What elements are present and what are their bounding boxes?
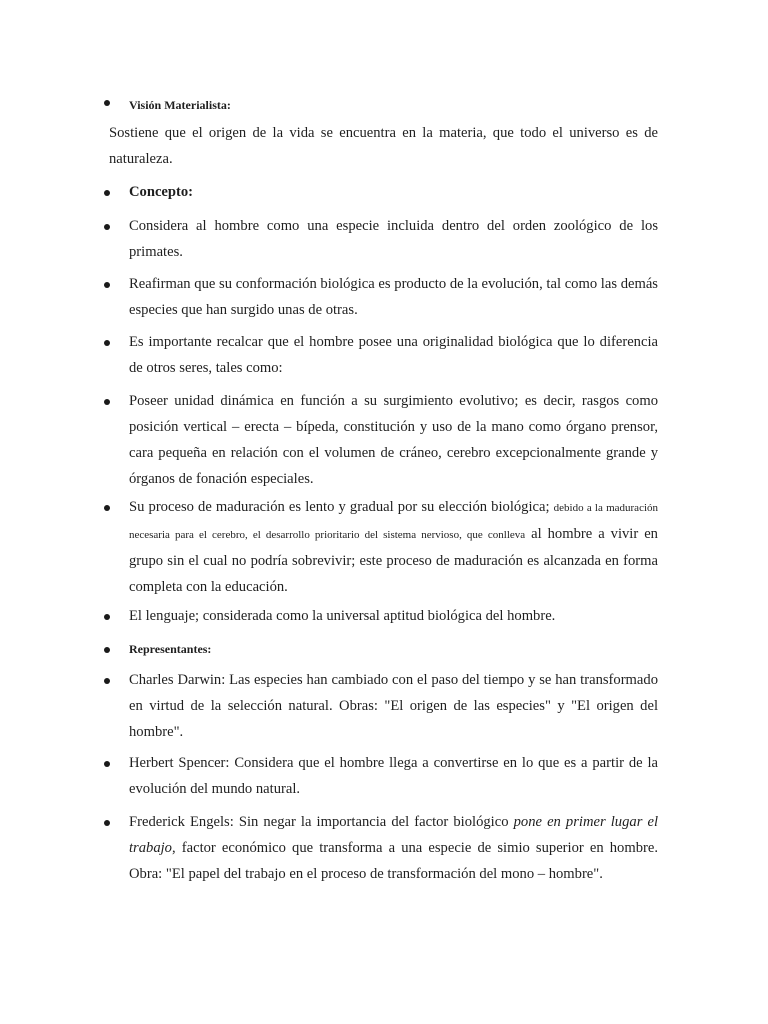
bullet-icon <box>104 190 110 196</box>
list-item-text: Considera al hombre como una especie incluida dentro del orden zoológico de los primates. <box>129 218 658 260</box>
list-item-text: Es importante recalcar que el hombre posee una originalidad biológica que lo diferencia de otros seres, tales como: <box>129 334 658 376</box>
bullet-icon <box>104 761 110 767</box>
list-item-text: Poseer unidad dinámica en función a su surgimiento evolutivo; es decir, rasgos como posición vertical – erecta – bípeda, constitución y uso de la mano como órgano prensor, cara pequeña en relación con el volumen de cráneo, cerebro excepcionalmente grande y órganos de fonación especiales. <box>129 393 658 487</box>
list-item-text-part: Frederick Engels: Sin negar la importancia del factor biológico <box>129 814 509 830</box>
section-heading: Visión Materialista: <box>129 98 231 112</box>
bullet-icon <box>104 340 110 346</box>
bullet-icon <box>104 224 110 230</box>
list-item-text: Reafirman que su conformación biológica es producto de la evolución, tal como las demás especies que han surgido unas de otras. <box>129 276 658 318</box>
list-item-text: El lenguaje; considerada como la universal aptitud biológica del hombre. <box>129 608 556 624</box>
bullet-icon <box>104 505 110 511</box>
bullet-icon <box>104 647 110 653</box>
list-item-text <box>129 494 658 600</box>
list-item-text-part: Su proceso de maduración es lento y gradual por su elección biológica; <box>129 499 550 515</box>
section-heading: Representantes: <box>129 642 212 656</box>
italic-text: pone en primer lugar el trabajo <box>129 814 658 856</box>
list-item-text-part: , factor económico que transforma a una especie de simio superior en hombre. Obra: "El papel del trabajo en el proceso de transformación del mono – hombre". <box>129 840 658 882</box>
bullet-icon <box>104 614 110 620</box>
list-item-text: Herbert Spencer: Considera que el hombre llega a convertirse en lo que es a partir de la evolución del mundo natural. <box>129 755 658 797</box>
list-item-text-part: al hombre a vivir en grupo sin el cual no podría sobrevivir; este proceso de maduración es alcanzada en forma completa con la educación. <box>129 526 658 595</box>
bullet-icon <box>104 820 110 826</box>
bullet-icon <box>104 399 110 405</box>
list-item-text: Charles Darwin: Las especies han cambiado con el paso del tiempo y se han transformado en virtud de la selección natural. Obras: "El origen de las especies" y "El origen del hombre". <box>129 672 658 740</box>
bullet-icon <box>104 100 110 106</box>
section-heading: Concepto: <box>129 184 194 200</box>
list-item-text-small: debido a la maduración necesaria para el cerebro, el desarrollo prioritario del sistema nervioso, que conlleva <box>129 502 659 541</box>
list-item-text <box>129 809 658 887</box>
bullet-icon <box>104 678 110 684</box>
bullet-icon <box>104 282 110 288</box>
intro-paragraph: Sostiene que el origen de la vida se encuentra en la materia, que todo el universo es de naturaleza. <box>109 125 658 167</box>
